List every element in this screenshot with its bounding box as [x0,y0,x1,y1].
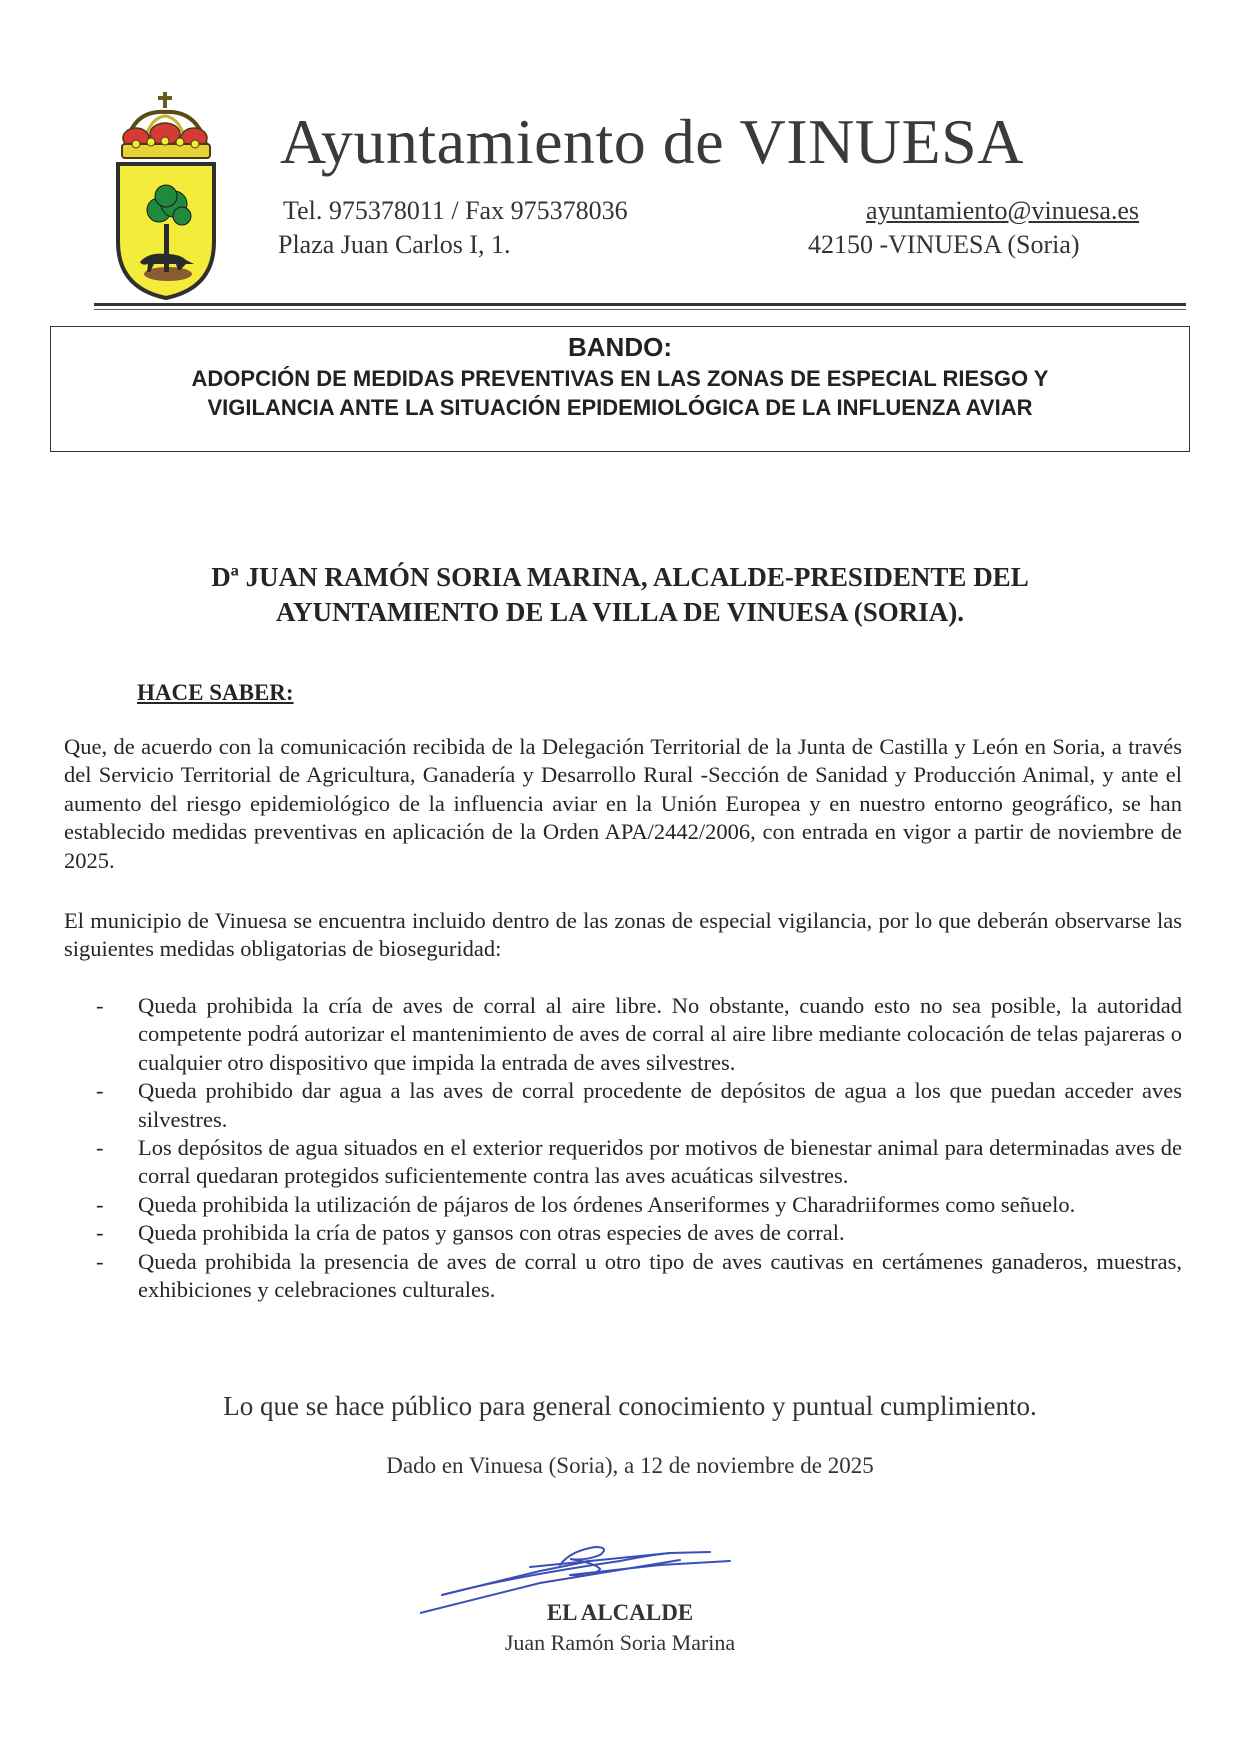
bando-subtitle-line: VIGILANCIA ANTE LA SITUACIÓN EPIDEMIOLÓGICA DE LA INFLUENZA AVIAR [207,395,1033,420]
hace-saber-heading: HACE SABER: [137,680,294,705]
issuer-heading [60,560,1180,630]
measure-text: Queda prohibida la cría de aves de corral al aire libre. No obstante, cuando esto no sea posible, la autoridad competente podrá autorizar el mantenimiento de aves de corral al aire libre mediante colocación de telas pajareras o cualquier otro dispositivo que impida la entrada de aves silvestres. [138,993,1182,1075]
email-link[interactable]: ayuntamiento@vinuesa.es [866,196,1140,225]
paragraph-communication: Que, de acuerdo con la comunicación recibida de la Delegación Territorial de la Junta de Castilla y León en Soria, a través del Servicio Territorial de Agricultura, Ganadería y Desarrollo Rural -Sección de Sanidad y Producción Animal, y ante el aumento del riesgo epidemiológico de la influencia aviar en la Unión Europea y en nuestro entorno geográfico, se han establecido medidas preventivas en aplicación de la Orden APA/2442/2006, con entrada en vigor a partir de noviembre de 2025. [64,734,1182,873]
bullet-dash: - [96,993,104,1018]
bando-subtitle-line: ADOPCIÓN DE MEDIDAS PREVENTIVAS EN LAS ZONAS DE ESPECIAL RIESGO Y [191,366,1049,391]
list-item [96,992,1182,1077]
phone-fax: Tel. 975378011 / Fax 975378036 [283,196,628,225]
date-place: Dado en Vinuesa (Soria), a 12 de noviembre de 2025 [386,1453,874,1478]
header-divider-thin [94,309,1186,310]
bullet-dash: - [96,1220,104,1246]
bullet-dash: - [96,1078,104,1104]
signatory-name: Juan Ramón Soria Marina [504,1630,736,1655]
bando-title: BANDO: [568,332,672,362]
street-address: Plaza Juan Carlos I, 1. [278,230,511,259]
coat-of-arms-icon [114,92,218,302]
closing-statement: Lo que se hace público para general conocimiento y puntual cumplimiento. [223,1391,1037,1421]
issuer-line: AYUNTAMIENTO DE LA VILLA DE VINUESA (SORIA). [276,597,964,627]
signatory-title: EL ALCALDE [546,1600,694,1625]
list-item [96,1191,1182,1219]
measure-text: Los depósitos de agua situados en el exterior requeridos por motivos de bienestar animal para determinadas aves de corral quedaran protegidos suficientemente contra las aves acuáticas silvestres. [138,1135,1182,1189]
bullet-dash: - [96,1135,104,1161]
bullet-dash: - [96,1191,104,1217]
municipality-title: Ayuntamiento de VINUESA [280,106,1024,177]
measure-text: Queda prohibida la utilización de pájaros de los órdenes Anseriformes y Charadriiformes como señuelo. [138,1191,1076,1217]
measure-text: Queda prohibido dar agua a las aves de corral procedente de depósitos de agua a los que puedan acceder aves silvestres. [138,1078,1182,1132]
header-divider [94,303,1186,306]
list-item [96,1077,1182,1134]
issuer-line: Dª JUAN RAMÓN SORIA MARINA, ALCALDE-PRESIDENTE DEL [211,562,1029,592]
bullet-dash: - [96,1248,104,1274]
bando-subtitle [50,364,1190,422]
measures-list [96,992,1182,1304]
postal-city: 42150 -VINUESA (Soria) [808,230,1080,259]
measure-text: Queda prohibida la presencia de aves de corral u otro tipo de aves cautivas en certámenes ganaderos, muestras, exhibiciones y celebraciones culturales. [138,1248,1182,1303]
paragraph-surveillance-zone: El municipio de Vinuesa se encuentra incluido dentro de las zonas de especial vigilancia, por lo que deberán observarse las siguientes medidas obligatorias de bioseguridad: [64,908,1182,962]
list-item [96,1219,1182,1247]
list-item [96,1248,1182,1305]
measure-text: Queda prohibida la cría de patos y gansos con otras especies de aves de corral. [138,1220,845,1246]
list-item [96,1134,1182,1191]
